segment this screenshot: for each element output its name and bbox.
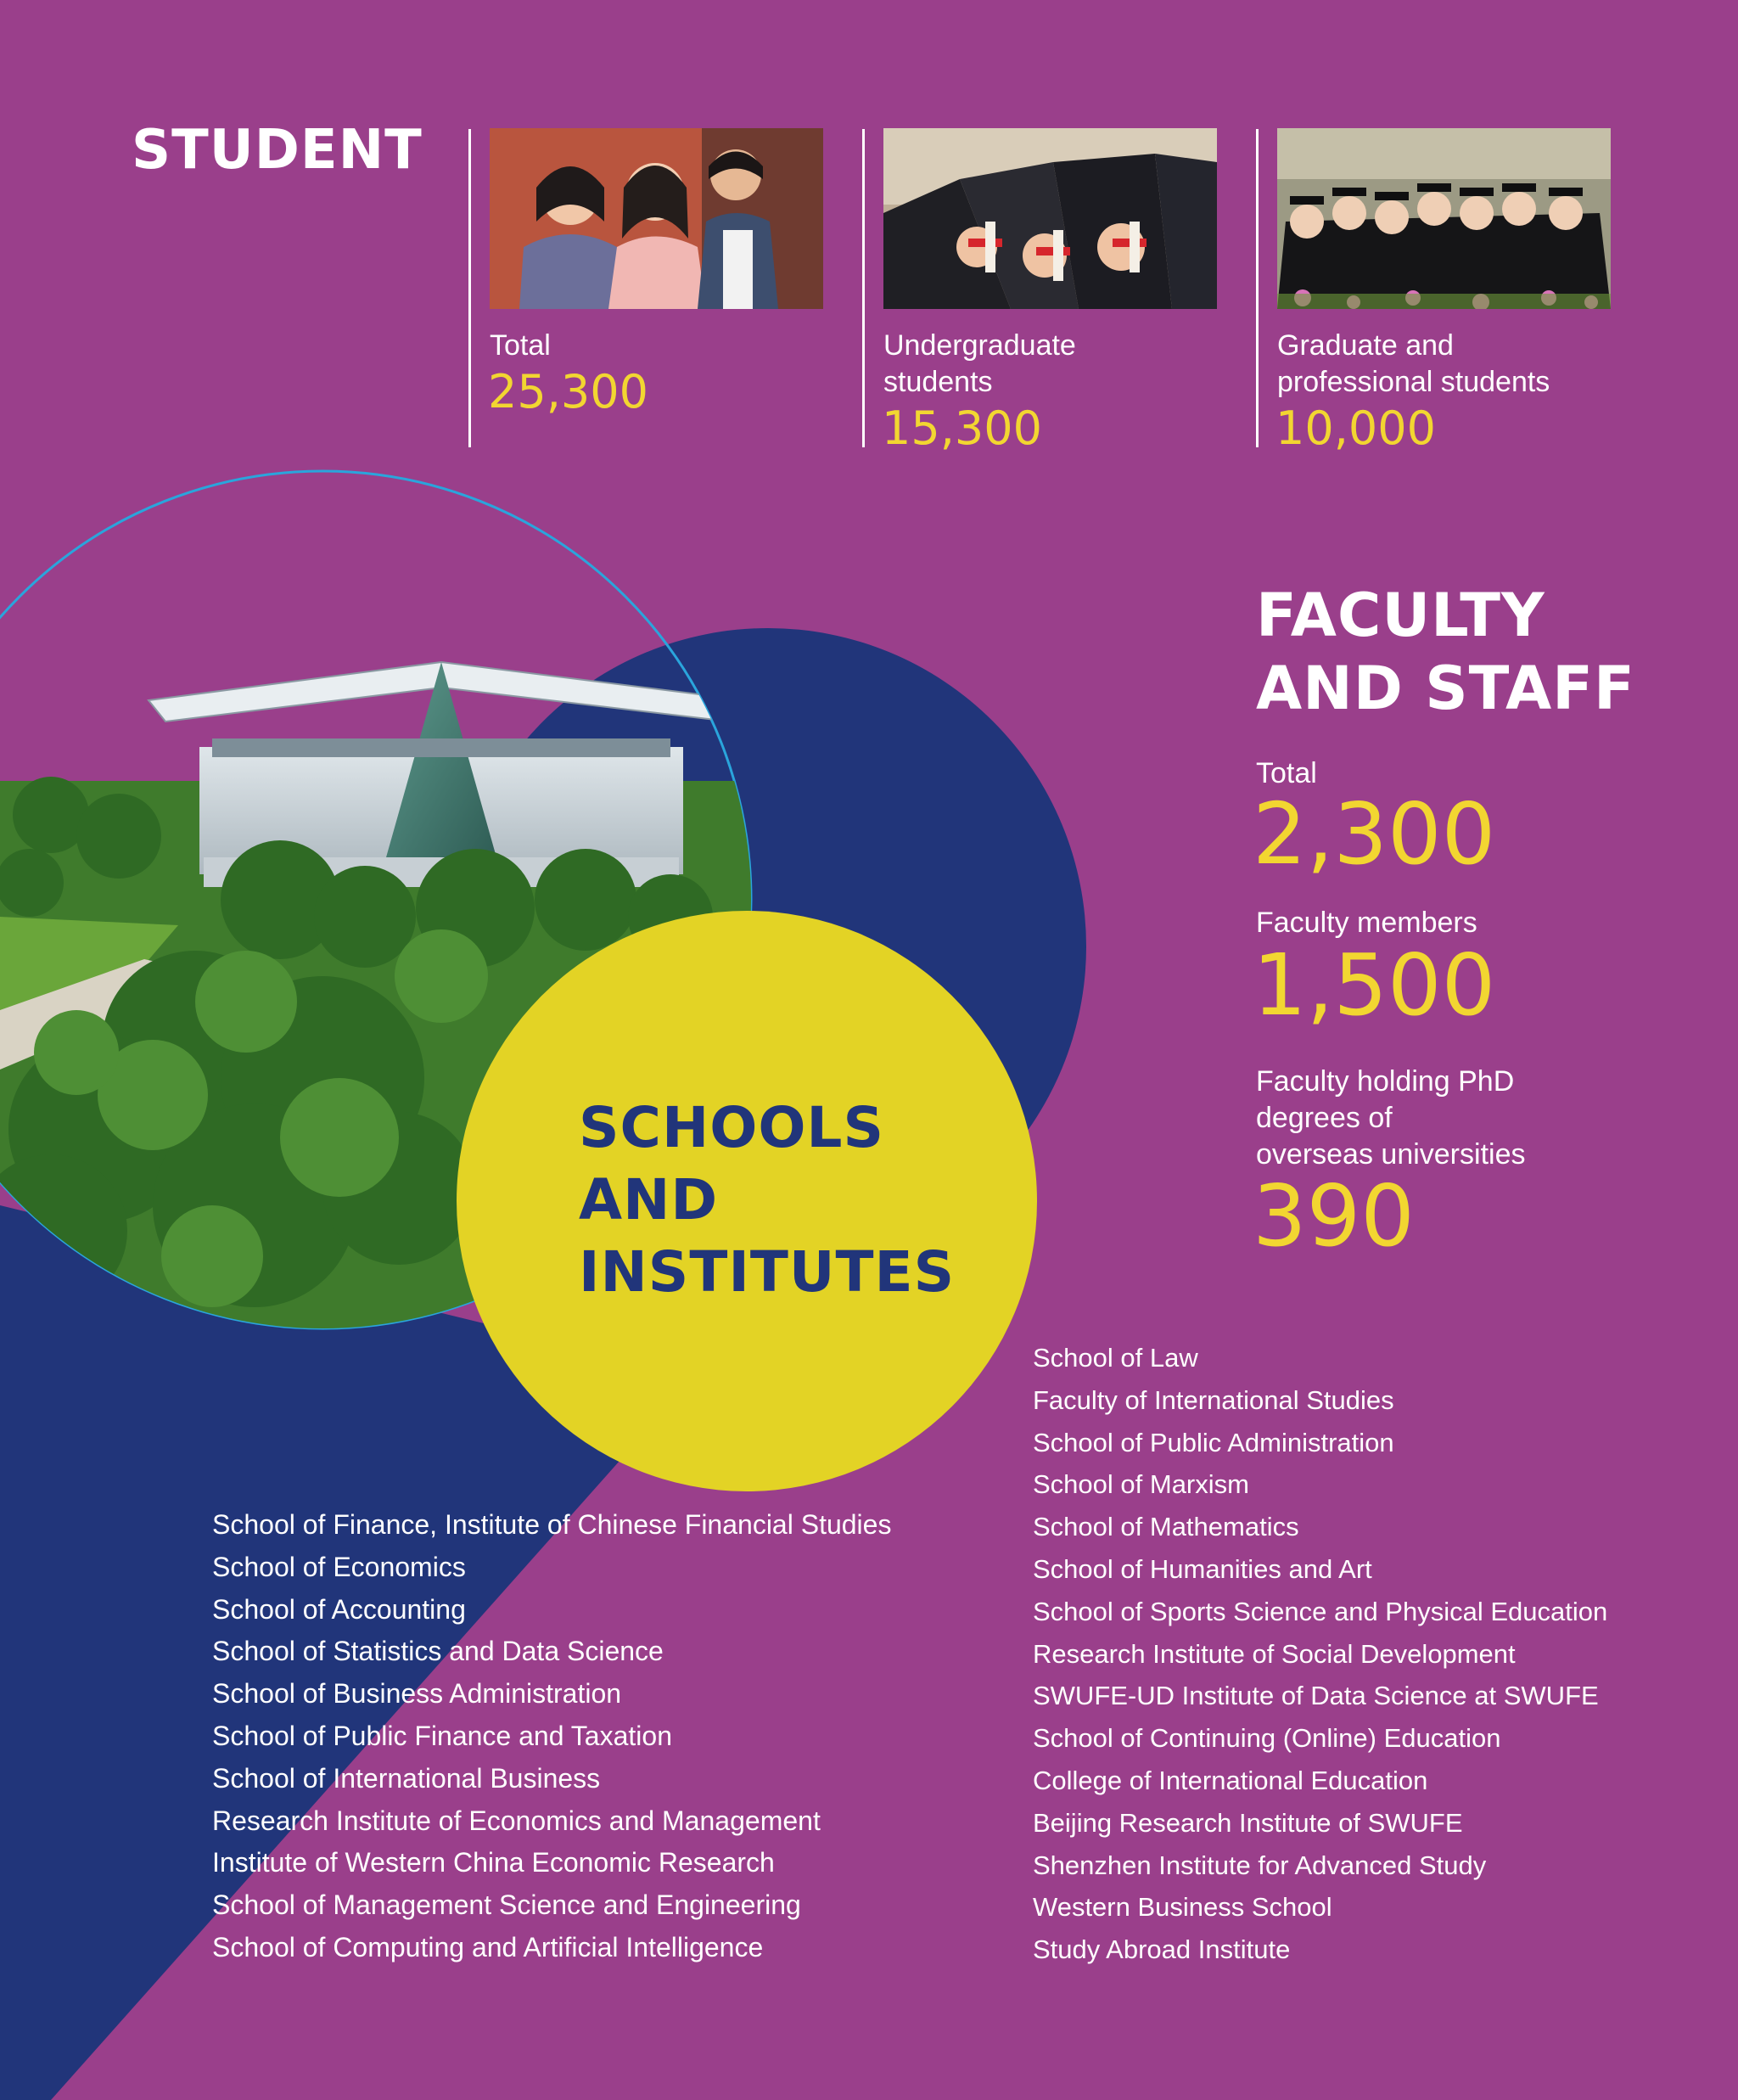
school-list-item: Research Institute of Economics and Management xyxy=(212,1805,821,1836)
school-list-item: School of Marxism xyxy=(1033,1469,1249,1500)
faculty-phd-label-line1: Faculty holding PhD xyxy=(1256,1065,1515,1098)
graduate-label: Graduate and professional students xyxy=(1277,329,1550,398)
faculty-title-line2: AND STAFF xyxy=(1256,654,1635,723)
school-list-item: Beijing Research Institute of SWUFE xyxy=(1033,1807,1463,1838)
school-list-item: School of Finance, Institute of Chinese Financial Studies xyxy=(212,1509,892,1540)
faculty-members-value: 1,500 xyxy=(1253,935,1496,1035)
school-list-item: School of Public Finance and Taxation xyxy=(212,1720,672,1751)
school-list-item: School of Humanities and Art xyxy=(1033,1553,1372,1584)
school-list-item: School of Economics xyxy=(212,1551,466,1582)
schools-title-line3: INSTITUTES xyxy=(579,1239,956,1305)
graduate-value: 10,000 xyxy=(1275,401,1436,455)
undergraduate-label: Undergraduate students xyxy=(883,329,1076,398)
school-list-item: School of Management Science and Engineering xyxy=(212,1889,801,1921)
school-list-item: School of International Business xyxy=(212,1762,601,1794)
graduation-diplomas-photo xyxy=(883,128,1217,309)
school-list-item: Western Business School xyxy=(1033,1892,1332,1923)
school-list-item: School of Accounting xyxy=(212,1593,466,1625)
schools-title-line1: SCHOOLS xyxy=(579,1095,885,1160)
students-photo xyxy=(490,128,823,309)
school-list-item: Study Abroad Institute xyxy=(1033,1934,1291,1965)
school-list-item: College of International Education xyxy=(1033,1765,1428,1795)
schools-right-list xyxy=(1033,1337,1607,1971)
faculty-total-value: 2,300 xyxy=(1253,784,1496,884)
school-list-item: School of Business Administration xyxy=(212,1678,622,1710)
school-list-item: School of Computing and Artificial Intelligence xyxy=(212,1931,764,1962)
undergraduate-value: 15,300 xyxy=(882,401,1042,455)
school-list-item: SWUFE-UD Institute of Data Science at SWUFE xyxy=(1033,1681,1599,1711)
faculty-total-label: Total xyxy=(1256,757,1317,789)
student-total-label: Total xyxy=(490,329,551,362)
schools-left-list xyxy=(212,1504,891,1969)
school-list-item: Shenzhen Institute for Advanced Study xyxy=(1033,1850,1487,1880)
faculty-title xyxy=(1256,579,1635,725)
faculty-members-label: Faculty members xyxy=(1256,907,1477,939)
faculty-title-line1: FACULTY xyxy=(1256,581,1545,650)
schools-title xyxy=(579,1092,955,1308)
school-list-item: School of Law xyxy=(1033,1343,1198,1373)
student-total-value: 25,300 xyxy=(488,365,648,418)
divider xyxy=(468,129,471,447)
faculty-phd-label-line2: degrees of xyxy=(1256,1102,1393,1134)
school-list-item: Institute of Western China Economic Research xyxy=(212,1847,775,1878)
faculty-phd-label xyxy=(1256,1064,1525,1173)
divider xyxy=(1256,129,1259,447)
faculty-phd-label-line3: overseas universities xyxy=(1256,1138,1526,1171)
school-list-item: School of Continuing (Online) Education xyxy=(1033,1723,1501,1754)
divider xyxy=(862,129,865,447)
school-list-item: Faculty of International Studies xyxy=(1033,1384,1394,1415)
student-title: STUDENT xyxy=(132,119,423,182)
school-list-item: School of Sports Science and Physical Education xyxy=(1033,1596,1608,1626)
schools-title-line2: AND xyxy=(579,1167,719,1232)
school-list-item: Research Institute of Social Development xyxy=(1033,1638,1516,1669)
graduates-group-photo xyxy=(1277,128,1611,309)
school-list-item: School of Public Administration xyxy=(1033,1427,1394,1457)
school-list-item: School of Statistics and Data Science xyxy=(212,1636,664,1667)
school-list-item: School of Mathematics xyxy=(1033,1512,1299,1542)
faculty-phd-value: 390 xyxy=(1253,1166,1415,1266)
